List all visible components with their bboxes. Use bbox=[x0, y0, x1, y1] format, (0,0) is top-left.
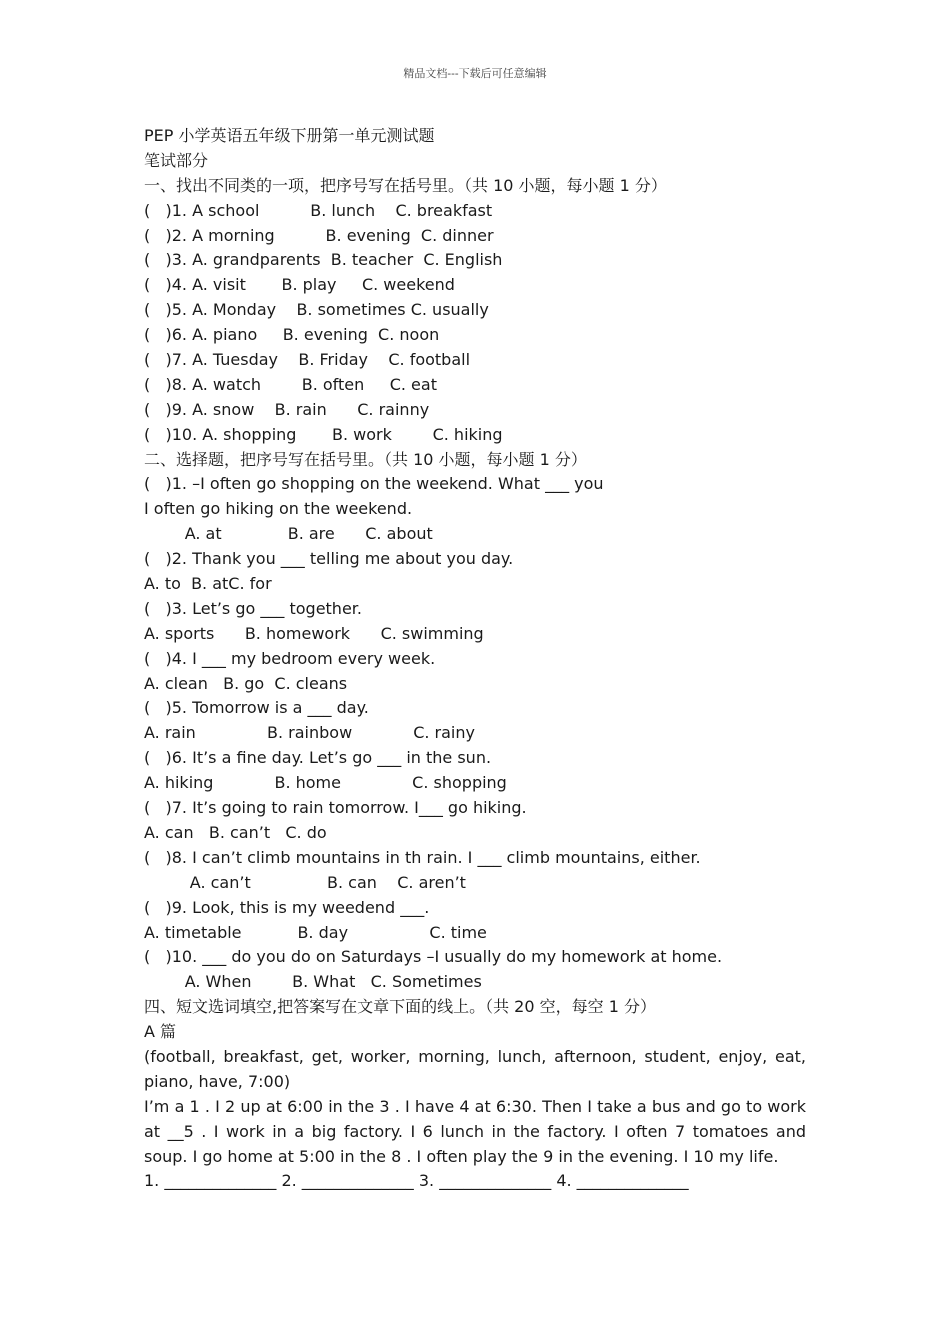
section2-line: ( )3. Let’s go ___ together. bbox=[144, 598, 362, 618]
section1-item: ( )8. A. watch B. often C. eat bbox=[144, 374, 437, 394]
section2-line: A. can’t B. can C. aren’t bbox=[144, 872, 466, 892]
section2-line: A. can B. can’t C. do bbox=[144, 822, 327, 842]
word-bank: (football, breakfast, get, worker, morning, lunch, afternoon, student, enjoy, eat, piano, have, 7:00) bbox=[144, 1046, 806, 1091]
section1-item: ( )5. A. Monday B. sometimes C. usually bbox=[144, 300, 489, 320]
document-subtitle: 笔试部分 bbox=[144, 150, 209, 170]
section2-line: ( )1. –I often go shopping on the weekend. What ___ you bbox=[144, 474, 604, 494]
section2-line: ( )2. Thank you ___ telling me about you day. bbox=[144, 549, 514, 569]
section1-item: ( )7. A. Tuesday B. Friday C. football bbox=[144, 350, 471, 370]
page-header: 精品文档---下载后可任意编辑 bbox=[403, 67, 547, 80]
section1-item: ( )10. A. shopping B. work C. hiking bbox=[144, 424, 503, 444]
section2-line: A. sports B. homework C. swimming bbox=[144, 623, 484, 643]
section2-line: I often go hiking on the weekend. bbox=[144, 499, 413, 519]
answer-blanks: 1. ______________ 2. ______________ 3. ______________ 4. ______________ bbox=[144, 1171, 689, 1191]
section2-line: ( )9. Look, this is my weedend ___. bbox=[144, 897, 430, 917]
document-title: PEP 小学英语五年级下册第一单元测试题 bbox=[144, 126, 435, 145]
section1-item: ( )2. A morning B. evening C. dinner bbox=[144, 225, 494, 245]
section1-heading: 一、找出不同类的一项，把序号写在括号里。（共 10 小题，每小题 1 分） bbox=[144, 175, 667, 195]
section2-line: A. rain B. rainbow C. rainy bbox=[144, 723, 475, 743]
section4-part-label: A 篇 bbox=[144, 1022, 177, 1042]
worksheet-content bbox=[144, 124, 806, 1194]
section2-line: A. clean B. go C. cleans bbox=[144, 673, 348, 693]
section2-line: ( )6. It’s a fine day. Let’s go ___ in the sun. bbox=[144, 748, 492, 768]
section2-line: ( )7. It’s going to rain tomorrow. I___ go hiking. bbox=[144, 798, 527, 818]
section2-line: A. to B. atC. for bbox=[144, 574, 272, 594]
cloze-passage: I’m a 1 . I 2 up at 6:00 in the 3 . I have 4 at 6:30. Then I take a bus and go to work at __5 . I work in a big factory. I 6 lunch in the factory. I often 7 tomatoes and soup. I go home at 5:00 in the 8 . I often play the 9 in the evening. I 10 my life. bbox=[144, 1096, 806, 1166]
section2-line: ( )4. I ___ my bedroom every week. bbox=[144, 648, 436, 668]
section1-item: ( )3. A. grandparents B. teacher C. English bbox=[144, 250, 503, 270]
section1-item: ( )6. A. piano B. evening C. noon bbox=[144, 325, 440, 345]
section2-line: A. timetable B. day C. time bbox=[144, 922, 487, 942]
section4-heading: 四、短文选词填空,把答案写在文章下面的线上。（共 20 空，每空 1 分） bbox=[144, 997, 656, 1017]
section1-item: ( )1. A school B. lunch C. breakfast bbox=[144, 200, 493, 220]
section2-line: ( )5. Tomorrow is a ___ day. bbox=[144, 698, 369, 718]
section2-heading: 二、选择题，把序号写在括号里。（共 10 小题，每小题 1 分） bbox=[144, 449, 587, 469]
section1-item: ( )4. A. visit B. play C. weekend bbox=[144, 275, 455, 295]
section2-line: ( )8. I can’t climb mountains in th rain. I ___ climb mountains, either. bbox=[144, 847, 701, 867]
section1-item: ( )9. A. snow B. rain C. rainny bbox=[144, 399, 430, 419]
section2-line: A. When B. What C. Sometimes bbox=[144, 972, 482, 992]
section2-line: ( )10. ___ do you do on Saturdays –I usually do my homework at home. bbox=[144, 947, 723, 967]
section2-line: A. hiking B. home C. shopping bbox=[144, 773, 507, 793]
section2-line: A. at B. are C. about bbox=[144, 524, 433, 544]
